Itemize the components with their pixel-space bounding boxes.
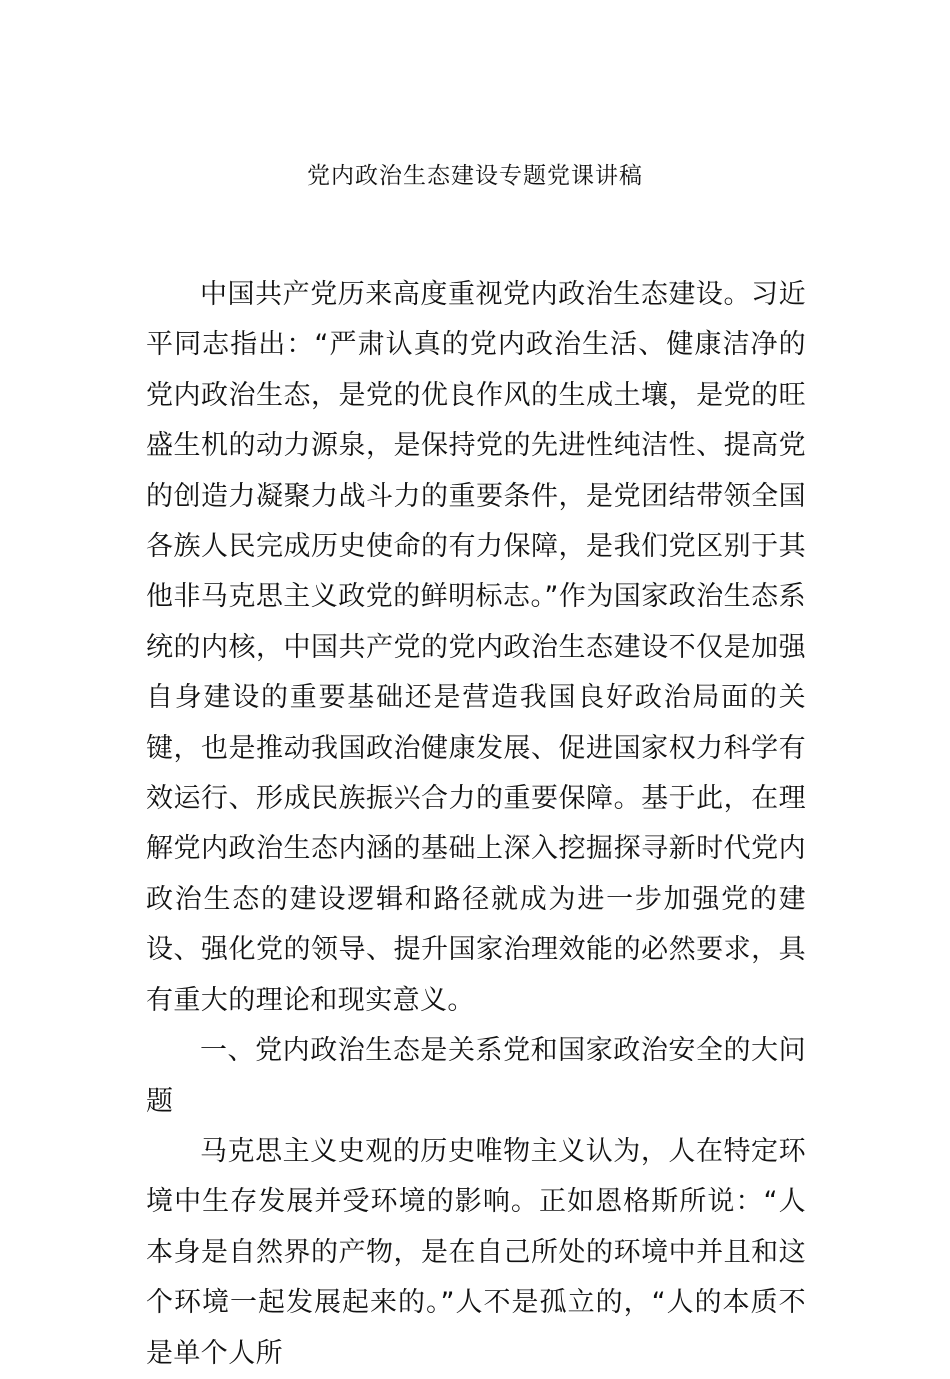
document-body — [146, 270, 806, 1379]
paragraph-intro: 中国共产党历来高度重视党内政治生态建设。习近平同志指出：“严肃认真的党内政治生活、健康洁净的党内政治生态，是党的优良作风的生成土壤，是党的旺盛生机的动力源泉，是保持党的先进性纯洁性、提高党的创造力凝聚力战斗力的重要条件，是党团结带领全国各族人民完成历史使命的有力保障，是我们党区别于其他非马克思主义政党的鲜明标志。”作为国家政治生态系统的内核，中国共产党的党内政治生态建设不仅是加强自身建设的重要基础还是营造我国良好政治局面的关键，也是推动我国政治健康发展、促进国家权力科学有效运行、形成民族振兴合力的重要保障。基于此，在理解党内政治生态内涵的基础上深入挖掘探寻新时代党内政治生态的建设逻辑和路径就成为进一步加强党的建设、强化党的领导、提升国家治理效能的必然要求，具有重大的理论和现实意义。 — [146, 279, 806, 1016]
document-title: 党内政治生态建设专题党课讲稿 — [307, 163, 643, 189]
section-heading-1: 一、党内政治生态是关系党和国家政治安全的大问题 — [146, 1035, 806, 1117]
paragraph-section-1: 马克思主义史观的历史唯物主义认为，人在特定环境中生存发展并受环境的影响。正如恩格斯所说：“人本身是自然界的产物，是在自己所处的环境中并且和这个环境一起发展起来的。”人不是孤立的，“人的本质不是单个人所 — [146, 1135, 806, 1369]
